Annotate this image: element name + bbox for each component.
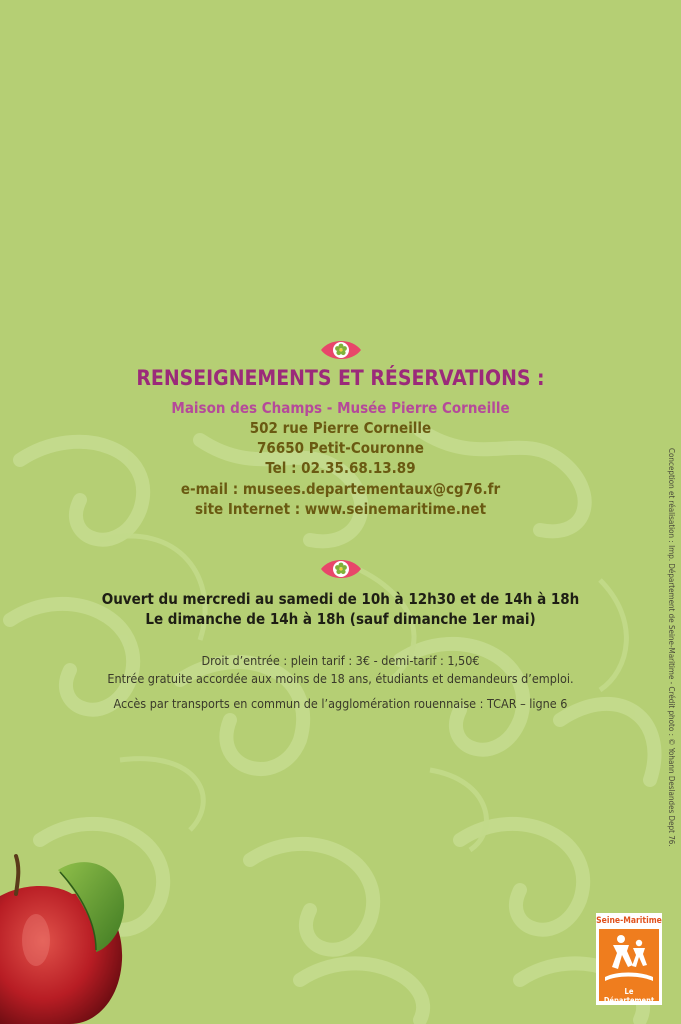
street-address: 502 rue Pierre Corneille xyxy=(249,419,432,437)
city-address: 76650 Petit-Couronne xyxy=(257,439,424,457)
flower-eye-icon xyxy=(320,338,362,362)
venue-name: Maison des Champs - Musée Pierre Corneille xyxy=(171,399,510,417)
contact-title: RENSEIGNEMENTS ET RÉSERVATIONS : xyxy=(136,366,545,390)
logo-bottom-text: Le Département xyxy=(603,987,655,1005)
seine-maritime-logo[interactable] xyxy=(596,913,662,1005)
entry-fees: Droit d’entrée : plein tarif : 3€ - demi-tarif : 1,50€ xyxy=(201,653,480,668)
apple-icon xyxy=(0,850,130,1024)
transport-info: Accès par transports en commun de l’agglomération rouennaise : TCAR – ligne 6 xyxy=(113,696,568,711)
photo-credit: Conception et réalisation : Imp. Département de Seine-Maritime - Crédit photo : © Yohann Deslandes Dept 76. xyxy=(667,448,676,847)
logo-orange-box xyxy=(599,929,659,1005)
opening-hours-weekdays: Ouvert du mercredi au samedi de 10h à 12h30 et de 14h à 18h xyxy=(101,590,580,608)
website-link[interactable]: site Internet : www.seinemaritime.net xyxy=(194,500,487,518)
phone-number: Tel : 02.35.68.13.89 xyxy=(265,459,416,477)
opening-hours-sunday: Le dimanche de 14h à 18h (sauf dimanche 1er mai) xyxy=(145,610,536,628)
email-link[interactable]: e-mail : musees.departementaux@cg76.fr xyxy=(180,480,501,498)
figures-icon xyxy=(599,929,659,985)
logo-top-text: Seine-Maritime xyxy=(596,916,662,926)
free-entry-info: Entrée gratuite accordée aux moins de 18 ans, étudiants et demandeurs d’emploi. xyxy=(107,671,574,686)
flower-eye-icon xyxy=(320,557,362,581)
